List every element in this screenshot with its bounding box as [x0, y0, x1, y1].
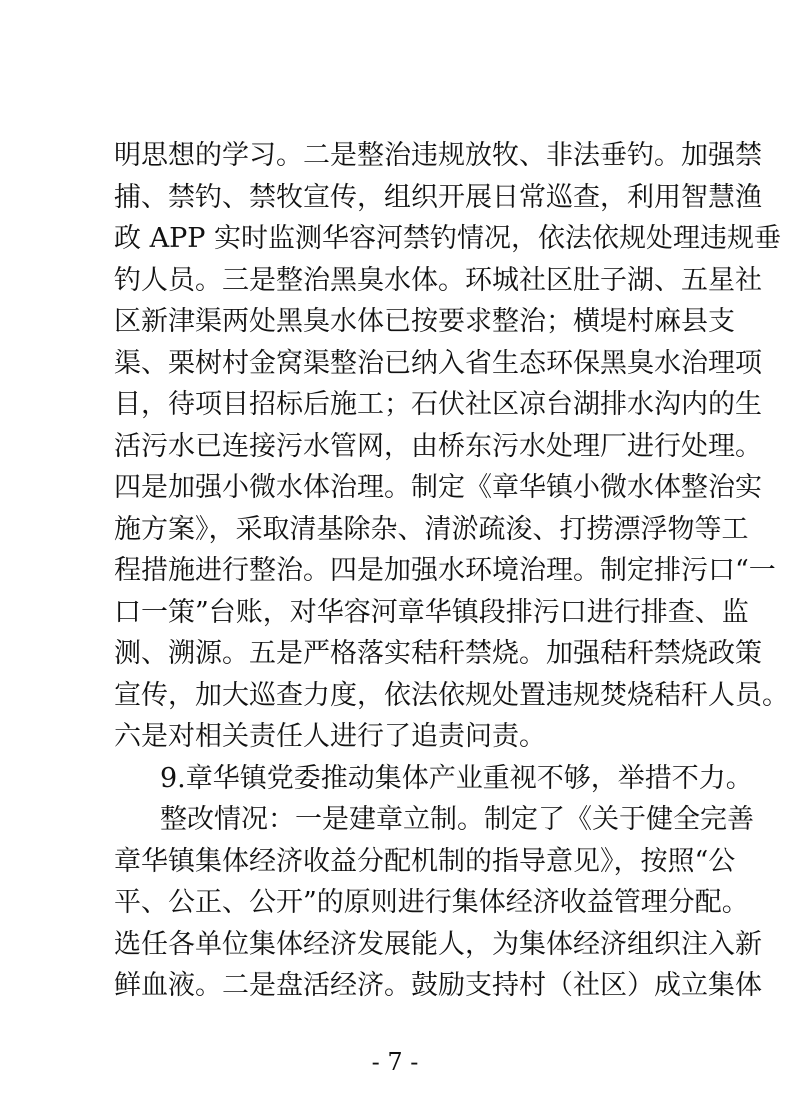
body-line: 区新津渠两处黑臭水体已按要求整治；横堤村麻县支 [114, 306, 735, 337]
body-line: 宣传，加大巡查力度，依法依规处置违规焚烧秸秆人员。 [114, 679, 789, 711]
rectification-line: 章华镇集体经济收益分配机制的指导意见》，按照“公 [114, 845, 736, 877]
rectification-line: 整改情况：一是建章立制。制定了《关于健全完善 [160, 804, 754, 835]
body-line: 目，待项目招标后施工；石伏社区凉台湖排水沟内的生 [114, 389, 762, 420]
document-body [114, 135, 789, 1007]
rectification-line: 选任各单位集体经济发展能人，为集体经济组织注入新 [114, 928, 762, 960]
page-number: - 7 - [371, 1048, 419, 1076]
body-line: 口一策”台账，对华容河章华镇段排污口进行排查、监 [114, 596, 749, 628]
body-line: 六是对相关责任人进行了追责问责。 [114, 721, 546, 752]
body-line: 捕、禁钓、禁牧宣传，组织开展日常巡查，利用智慧渔 [114, 181, 762, 213]
body-line: 钓人员。三是整治黑臭水体。环城社区肚子湖、五星社 [114, 264, 762, 296]
body-line: 政 APP 实时监测华容河禁钓情况，依法依规处理违规垂 [114, 223, 781, 254]
body-line: 四是加强小微水体治理。制定《章华镇小微水体整治实 [114, 472, 762, 503]
body-line: 施方案》，采取清基除杂、清淤疏浚、打捞漂浮物等工 [114, 513, 749, 545]
body-line: 程措施进行整治。四是加强水环境治理。制定排污口“一 [114, 555, 776, 586]
body-line: 明思想的学习。二是整治违规放牧、非法垂钓。加强禁 [114, 140, 762, 171]
body-line: 测、溯源。五是严格落实秸秆禁烧。加强秸秆禁烧政策 [114, 638, 762, 669]
body-line: 渠、栗树村金窝渠整治已纳入省生态环保黑臭水治理项 [114, 347, 762, 379]
rectification-line: 平、公正、公开”的原则进行集体经济收益管理分配。 [114, 887, 749, 918]
rectification-line: 鲜血液。二是盘活经济。鼓励支持村（社区）成立集体 [114, 970, 762, 1001]
body-line: 活污水已连接污水管网，由桥东污水处理厂进行处理。 [114, 430, 762, 462]
section-heading: 9.章华镇党委推动集体产业重视不够，举措不力。 [160, 762, 753, 794]
